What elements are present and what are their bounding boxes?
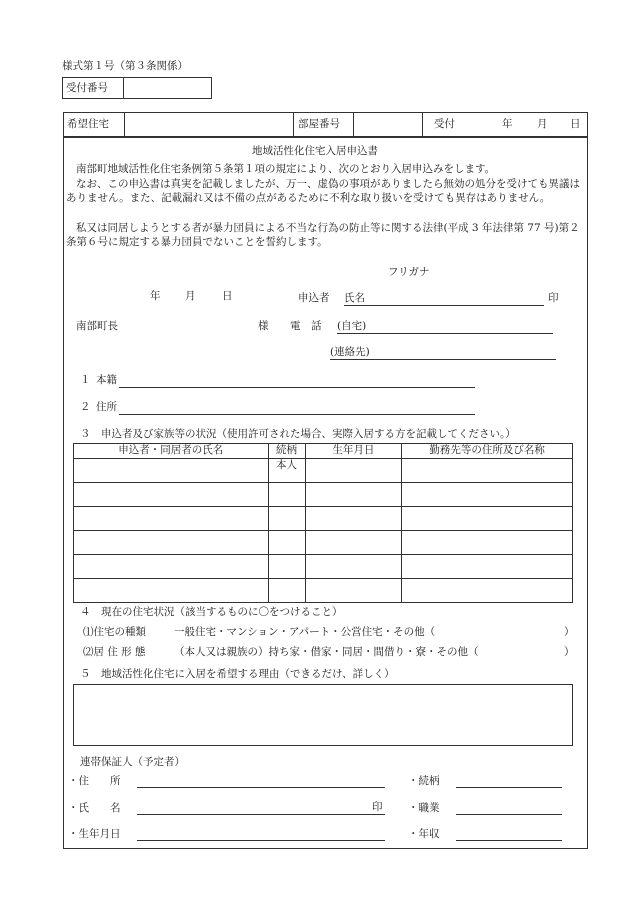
honorific-sama: 様 [258, 320, 269, 332]
applicant-label: 申込者 [298, 292, 330, 304]
relation-cell[interactable] [268, 482, 305, 506]
birthdate-cell[interactable] [305, 506, 402, 530]
received-day-label: 日 [570, 118, 581, 130]
application-year-label: 年 [150, 290, 161, 302]
column-header-relation: 続柄 [268, 444, 305, 459]
column-header-workplace: 勤務先等の住所及び名称 [402, 444, 573, 459]
birthdate-cell[interactable] [305, 458, 402, 482]
application-month-label: 月 [185, 290, 196, 302]
column-header-name: 申込者・同居者の氏名 [74, 444, 269, 459]
section3-title: ３ 申込者及び家族等の状況（使用許可された場合、実際入居する方を記載してください。） [80, 428, 516, 440]
phone-contact-field[interactable] [330, 347, 556, 360]
body-paragraph-1: 南部町地域活性化住宅条例第５条第１項の規定により、次のとおり入居申込みをします。 [76, 163, 496, 175]
phone-home-label: (自宅) [337, 320, 367, 332]
table-row [74, 578, 573, 602]
name-cell[interactable] [74, 554, 269, 578]
guarantor-name-label: ・氏 名 [68, 802, 121, 814]
guarantor-income-field[interactable] [456, 828, 562, 841]
relation-cell[interactable] [268, 554, 305, 578]
address-field[interactable] [119, 402, 475, 415]
table-row [74, 482, 573, 506]
section1-number: １ [80, 374, 91, 386]
table-row [74, 554, 573, 578]
reception-number-box [62, 77, 212, 99]
birthdate-cell[interactable] [305, 530, 402, 554]
applicant-name-field[interactable] [344, 293, 544, 306]
header-row [63, 112, 588, 137]
relation-cell[interactable] [268, 578, 305, 602]
section5-title: ５ 地域活性化住宅に入居を希望する理由（できるだけ、詳しく） [80, 668, 395, 680]
phone-home-field[interactable] [337, 321, 553, 334]
workplace-cell[interactable] [402, 578, 573, 602]
workplace-cell[interactable] [402, 554, 573, 578]
phone-contact-label: (連絡先) [330, 346, 370, 358]
phone-label: 電 話 [290, 320, 322, 332]
birthdate-cell[interactable] [305, 482, 402, 506]
table-row [74, 506, 573, 530]
guarantor-job-label: ・職業 [408, 802, 440, 814]
reception-number-field[interactable] [127, 82, 209, 96]
name-cell[interactable] [74, 506, 269, 530]
body-paragraph-2: なお、この申込書は真実を記載しましたが、万一、虚偽の事項がありましたら無効の処分を受けても異議はありません。また、記載漏れ又は不備の点があるために不利な取り扱いを受けても異存はありません。 [66, 178, 580, 204]
table-row [74, 458, 573, 482]
reason-textarea[interactable] [73, 684, 573, 746]
housing-type-options[interactable]: 一般住宅・マンション・アパート・公営住宅・その他（ [174, 626, 436, 638]
guarantor-name-field[interactable] [137, 802, 385, 815]
applicant-name-label: 氏名 [344, 292, 365, 304]
room-number-label: 部屋番号 [298, 118, 340, 130]
form-title: 地域活性化住宅入居申込書 [252, 145, 378, 157]
workplace-cell[interactable] [402, 458, 573, 482]
guarantor-birthdate-label: ・生年月日 [68, 828, 121, 840]
guarantor-address-field[interactable] [137, 775, 385, 788]
residence-form-options[interactable]: （本人又は親族の）持ち家・借家・同居・間借り・寮・その他（ [174, 646, 479, 658]
reception-number-label: 受付番号 [66, 82, 108, 94]
workplace-cell[interactable] [402, 506, 573, 530]
addressee-label: 南部町長 [76, 320, 118, 332]
received-label: 受付 [434, 118, 455, 130]
residence-form-close: ） [564, 646, 575, 658]
applicant-seal: 印 [548, 292, 559, 304]
desired-housing-label: 希望住宅 [67, 118, 109, 130]
name-cell[interactable] [74, 482, 269, 506]
residence-form-label: ⑵居 住 形 態 [83, 646, 146, 658]
received-year-label: 年 [502, 118, 513, 130]
housing-type-label: ⑴住宅の種類 [83, 626, 146, 638]
workplace-cell[interactable] [402, 482, 573, 506]
section4-title: ４ 現在の住宅状況（該当するものに〇をつけること） [80, 606, 343, 618]
guarantor-job-field[interactable] [456, 802, 562, 815]
section1-label: 本籍 [96, 374, 117, 386]
furigana-label: フリガナ [388, 266, 430, 278]
guarantor-seal: 印 [372, 801, 383, 813]
received-month-label: 月 [537, 118, 548, 130]
table-row [74, 530, 573, 554]
birthdate-cell[interactable] [305, 554, 402, 578]
registered-domicile-field[interactable] [119, 375, 475, 388]
guarantor-birthdate-field[interactable] [137, 828, 385, 841]
section2-number: ２ [80, 401, 91, 413]
room-number-field[interactable] [357, 118, 417, 132]
relation-cell[interactable] [268, 506, 305, 530]
guarantor-relation-label: ・続柄 [408, 775, 440, 787]
name-cell[interactable] [74, 530, 269, 554]
workplace-cell[interactable] [402, 530, 573, 554]
application-day-label: 日 [222, 290, 233, 302]
form-number: 様式第１号（第３条関係） [62, 60, 188, 72]
family-table [73, 443, 573, 603]
guarantor-address-label: ・住 所 [68, 775, 121, 787]
body-paragraph-3: 私又は同居しようとする者が暴力団員による不当な行為の防止等に関する法律(平成 3 年法律第 77 号)第２条第６号に規定する暴力団員でないことを誓約します。 [66, 222, 580, 248]
guarantor-title: 連帯保証人（予定者） [80, 756, 185, 768]
name-cell[interactable] [74, 458, 269, 482]
name-cell[interactable] [74, 578, 269, 602]
birthdate-cell[interactable] [305, 578, 402, 602]
relation-cell[interactable] [268, 530, 305, 554]
guarantor-relation-field[interactable] [456, 775, 562, 788]
section2-label: 住所 [96, 401, 117, 413]
guarantor-income-label: ・年収 [408, 828, 440, 840]
housing-type-close: ） [564, 626, 575, 638]
column-header-birthdate: 生年月日 [305, 444, 402, 459]
relation-cell-self: 本人 [268, 458, 305, 482]
desired-housing-field[interactable] [128, 118, 288, 132]
